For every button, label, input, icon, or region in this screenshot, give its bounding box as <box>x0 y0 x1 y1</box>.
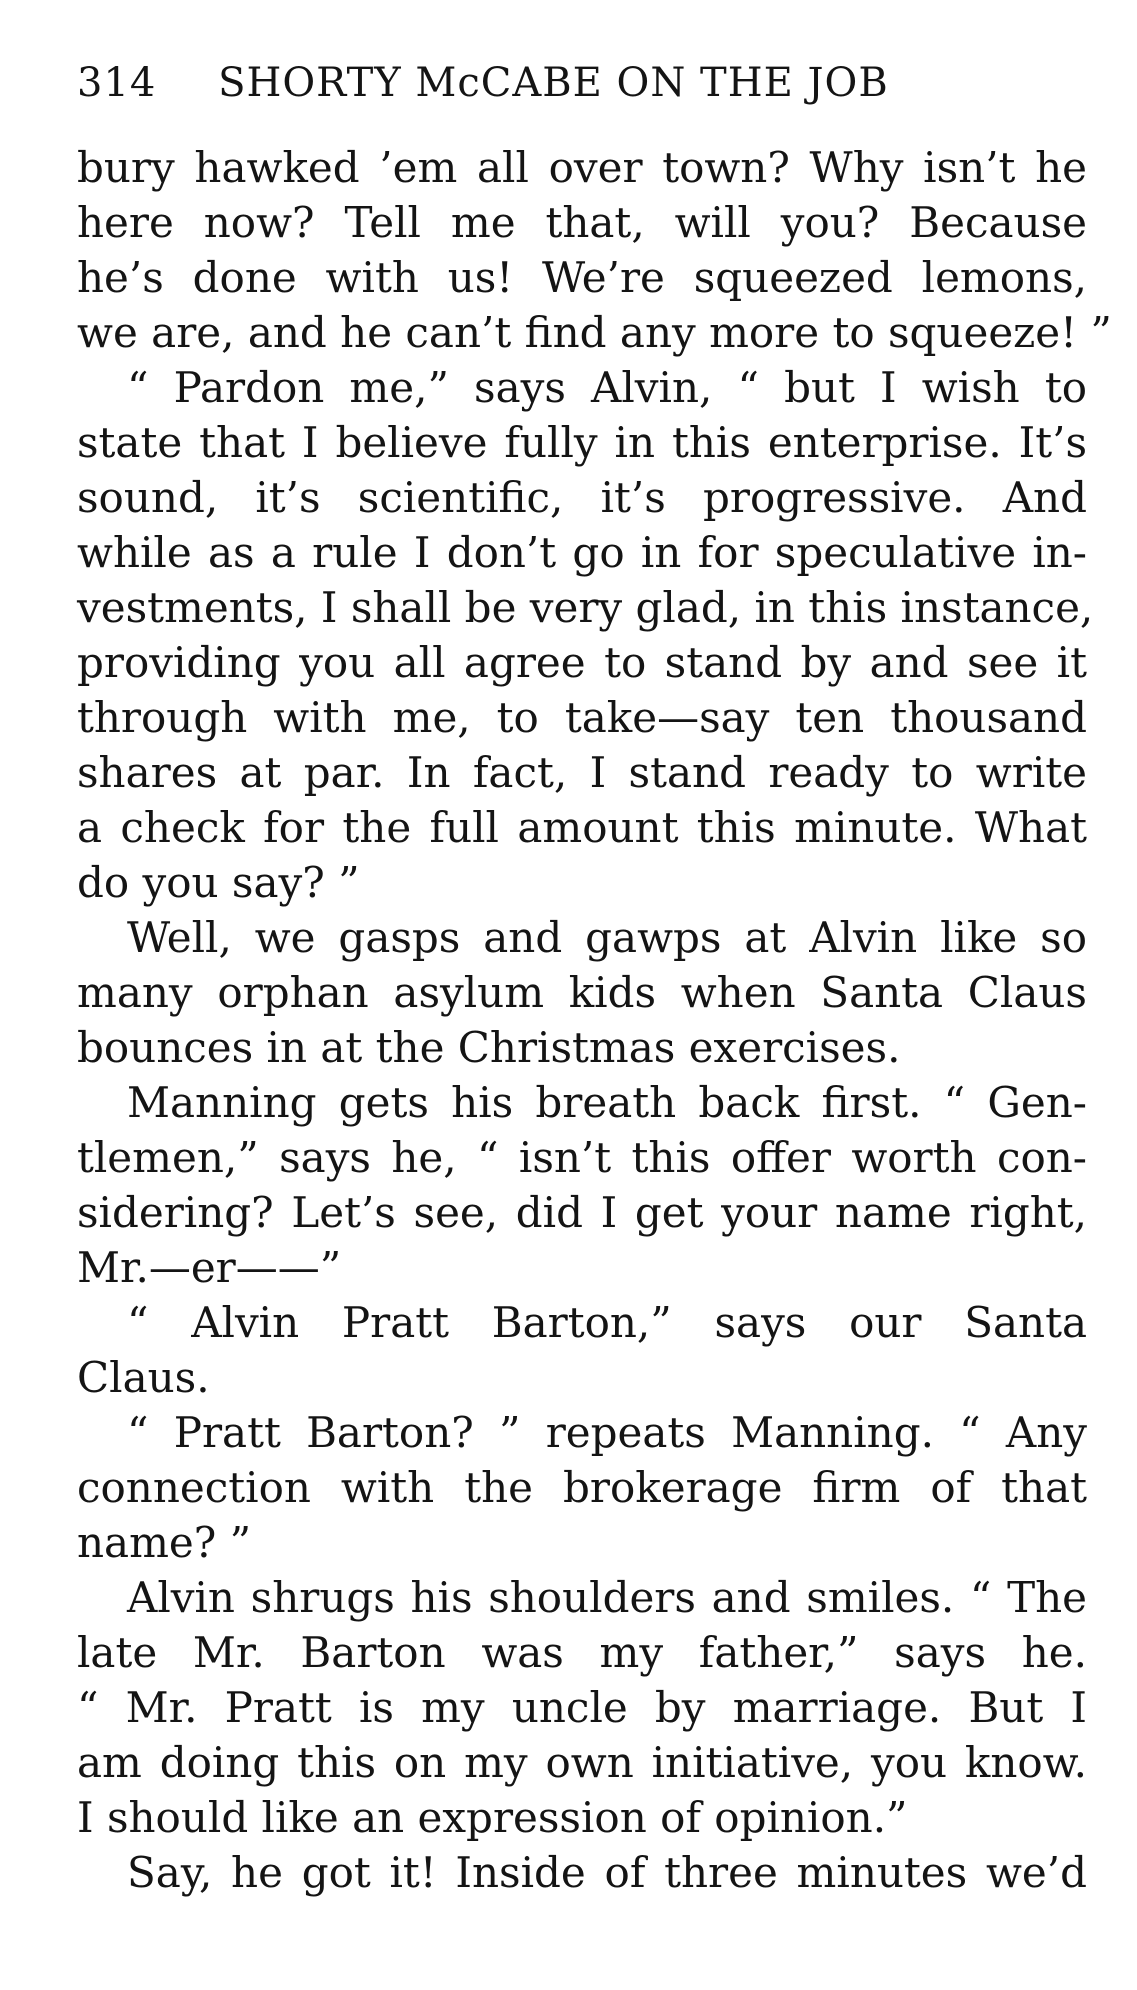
text-line: he’s done with us! We’re squeezed lemons, <box>77 253 1087 302</box>
text-line: “ Mr. Pratt is my uncle by marriage. But I <box>77 1683 1087 1732</box>
body-text <box>77 140 1112 1900</box>
text-line: bounces in at the Christmas exercises. <box>77 1023 901 1072</box>
text-line: Manning gets his breath back first. “ Gen- <box>127 1078 1087 1127</box>
text-line: “ Pardon me,” says Alvin, “ but I wish to <box>127 363 1087 412</box>
text-line: shares at par. In fact, I stand ready to write <box>77 748 1087 797</box>
text-line: I should like an expression of opinion.” <box>77 1793 908 1842</box>
text-line: Alvin shrugs his shoulders and smiles. “ The <box>127 1573 1087 1622</box>
text-line: sidering? Let’s see, did I get your name right, <box>77 1188 1087 1237</box>
text-line: “ Alvin Pratt Barton,” says our Santa <box>127 1298 1087 1347</box>
text-line: state that I believe fully in this enterprise. It’s <box>77 418 1087 467</box>
text-line: Mr.—er——” <box>77 1243 342 1292</box>
text-line: bury hawked ’em all over town? Why isn’t he <box>77 143 1087 192</box>
text-line: “ Pratt Barton? ” repeats Manning. “ Any <box>127 1408 1087 1457</box>
text-line: we are, and he can’t find any more to squeeze! ” <box>77 308 1112 357</box>
text-line: while as a rule I don’t go in for speculative in- <box>77 528 1087 577</box>
text-line: through with me, to take—say ten thousand <box>77 693 1087 742</box>
text-line: Well, we gasps and gawps at Alvin like so <box>127 913 1087 962</box>
text-line: tlemen,” says he, “ isn’t this offer worth con- <box>77 1133 1087 1182</box>
page-number: 314 <box>77 60 157 106</box>
text-line: late Mr. Barton was my father,” says he. <box>77 1628 1087 1677</box>
text-line: vestments, I shall be very glad, in this instance, <box>77 583 1094 632</box>
text-line: many orphan asylum kids when Santa Claus <box>77 968 1087 1017</box>
text-line: a check for the full amount this minute. What <box>77 803 1087 852</box>
text-line: Claus. <box>77 1353 210 1402</box>
text-line: sound, it’s scientific, it’s progressive. And <box>77 473 1087 522</box>
text-line: connection with the brokerage firm of that <box>77 1463 1087 1512</box>
text-line: providing you all agree to stand by and see it <box>77 638 1087 687</box>
text-line: am doing this on my own initiative, you know. <box>77 1738 1087 1787</box>
text-line: Say, he got it! Inside of three minutes we’d <box>127 1848 1087 1897</box>
text-line: do you say? ” <box>77 858 360 907</box>
text-line: name? ” <box>77 1518 252 1567</box>
running-title: SHORTY McCABE ON THE JOB <box>218 60 889 106</box>
text-line: here now? Tell me that, will you? Because <box>77 198 1087 247</box>
page-header <box>77 60 1077 120</box>
